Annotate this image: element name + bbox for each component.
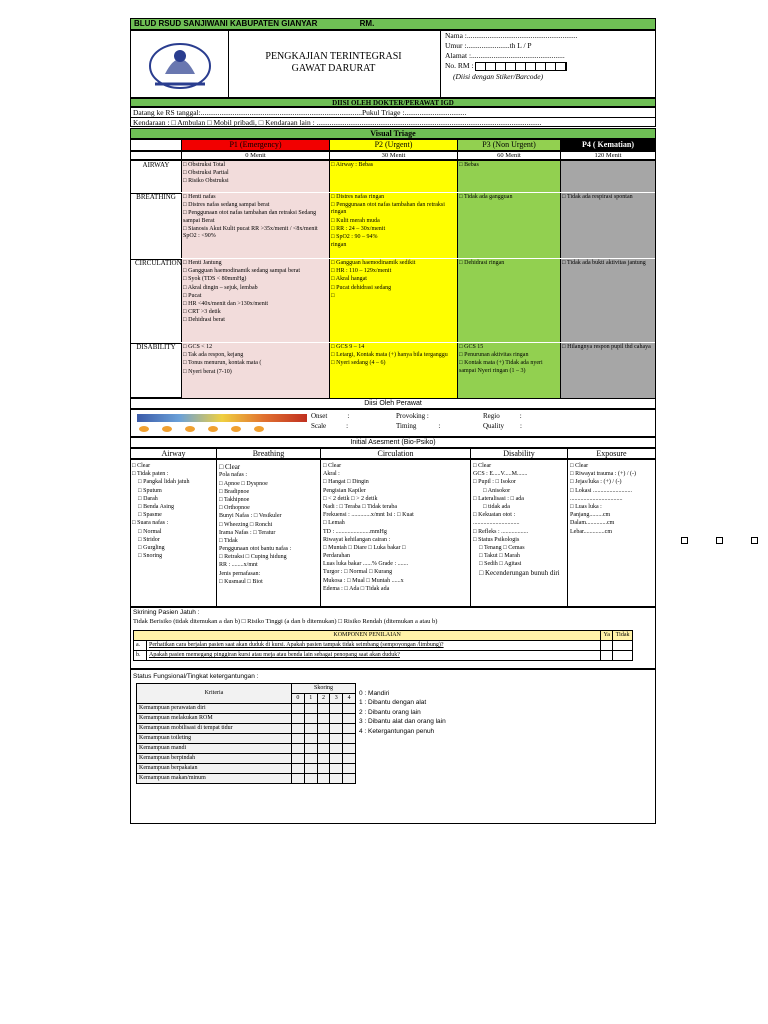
airway-p1 [182, 161, 330, 192]
nurse-section-title: Diisi Oleh Perawat [130, 398, 656, 409]
score-cell[interactable] [330, 704, 343, 714]
circulation-p1-item[interactable]: □ Akral dingin – sejuk, lembab [183, 284, 258, 291]
disability-p1-item[interactable]: □ GCS < 12 [183, 344, 213, 350]
scale-field[interactable]: Scale : [311, 422, 349, 430]
score-cell[interactable] [330, 734, 343, 744]
initial-airway-item[interactable]: □ Clear [132, 463, 151, 469]
score-cell[interactable] [317, 754, 330, 764]
initial-disability-item[interactable]: □ Anisokor [483, 487, 511, 494]
hospital-logo-icon [140, 34, 220, 94]
patient-age-field[interactable]: Umur :.......................th L / P [445, 41, 532, 51]
circulation-p1-item[interactable]: □ Dehidrasi berat [183, 317, 225, 324]
quality-label: Quality [483, 422, 504, 430]
ya-header: Ya [601, 631, 613, 641]
score-cell[interactable] [292, 714, 305, 724]
score-cell[interactable] [304, 734, 317, 744]
pain-faces [139, 426, 277, 435]
score-cell[interactable] [317, 774, 330, 784]
triage-grid [130, 160, 656, 398]
disability-p1 [182, 343, 330, 398]
skoring-header: Skoring [292, 684, 356, 694]
score-3: 3 [330, 694, 343, 704]
score-cell[interactable] [343, 724, 356, 734]
functional-header-row [137, 684, 356, 694]
initial-disability-item[interactable]: □ Kekuatan otot : [473, 512, 516, 519]
level-p1: P1 (Emergency) [182, 140, 330, 150]
initial-disability-item[interactable]: □ Takut □ Marah [479, 553, 520, 560]
score-cell[interactable] [317, 724, 330, 734]
legend-item: 3 : Dibantu alat dan orang lain [359, 718, 446, 726]
face-icon[interactable] [162, 426, 172, 432]
initial-airway-item[interactable]: □ Sputum [138, 487, 162, 494]
table-row [137, 744, 356, 754]
rm-number-boxes[interactable] [475, 62, 567, 71]
ya-checkbox[interactable] [601, 641, 613, 651]
patient-rm-field[interactable] [445, 61, 660, 71]
breathing-p2-item[interactable]: □ RR : 24 – 30x/menit [331, 225, 386, 232]
score-cell[interactable] [330, 744, 343, 754]
time-p2: 30 Menit [330, 152, 458, 159]
circulation-p1-item[interactable]: □ Syok (TDS < 80mmHg) [183, 276, 247, 283]
initial-circulation-item[interactable]: Luas luka bakar ......% Grade : ....... [323, 561, 409, 568]
score-cell[interactable] [343, 704, 356, 714]
initial-circulation-item[interactable]: Edema : □ Ada □ Tidak ada [323, 585, 390, 592]
initial-circulation-item[interactable]: Nadi : □ Teraba □ Tidak teraba [323, 503, 398, 510]
form-title [231, 51, 436, 74]
table-row [137, 724, 356, 734]
fall-risk-title: Skrining Pasien Jatuh : [133, 609, 200, 616]
initial-airway-item[interactable]: □ Gurgling [138, 544, 165, 551]
initial-assessment-title: Initial Asesment (Bio-Psiko) [130, 437, 656, 448]
legend-item: 0 : Mandiri [359, 690, 390, 697]
score-cell[interactable] [317, 734, 330, 744]
initial-exposure-item[interactable]: □ Lokasi .......................... [570, 487, 632, 494]
initial-airway-item[interactable]: □ Snoring [138, 553, 163, 560]
score-cell[interactable] [330, 764, 343, 774]
initial-disability-item[interactable]: □ tidak ada [483, 503, 510, 510]
initial-breathing-item[interactable]: □ Bradipnoe [219, 488, 250, 495]
title-line2: GAWAT DARURAT [291, 62, 376, 74]
circulation-p2-item[interactable]: □ Akral hangat [331, 276, 367, 283]
quality-field[interactable]: Quality : [483, 422, 522, 430]
circulation-p3-item[interactable]: □ Dehidrasi ringan [459, 260, 505, 266]
initial-disability-item[interactable]: □ Status Psikologis [473, 536, 520, 543]
circulation-p3 [458, 259, 561, 342]
initial-breathing-item[interactable]: □ Retraksi □ Cuping hidung [219, 554, 287, 561]
initial-circulation-item: Riwayat kehilangan cairan : [323, 536, 391, 543]
initial-exposure-item[interactable]: Dalam..............cm [570, 520, 615, 527]
disability-p3-item[interactable]: □ Kontak mata (+) Tidak ada nyeri sampai Nyeri ringan (1 – 3) [459, 360, 543, 374]
initial-exposure-item: ................................... [570, 495, 623, 502]
triage-header-blank [131, 140, 182, 150]
pain-assessment [130, 409, 656, 437]
breathing-p2-item[interactable]: □ Distres nafas ringan [331, 194, 385, 200]
score-cell[interactable] [304, 754, 317, 764]
initial-airway-item[interactable]: □ Darah [138, 495, 158, 502]
criteria-label: Kemampuan toileting [137, 734, 292, 744]
score-cell[interactable] [330, 714, 343, 724]
score-cell[interactable] [304, 704, 317, 714]
initial-breathing-item: Penggunaan otot bantu nafas : [219, 546, 292, 553]
score-legend [359, 690, 446, 737]
disability-p1-item[interactable]: □ Tak ada respon, kejang [183, 352, 244, 359]
initial-exposure-item[interactable]: Lebar..............cm [570, 528, 612, 535]
patient-info [440, 31, 660, 97]
circulation-p4-item[interactable]: □ Tidak ada bukti aktivitas jantung [562, 260, 646, 266]
fall-risk-options[interactable]: Tidak Berisiko (tidak ditemukan a dan b) □ Risiko Tinggi (a dan b ditemukan) □ Risiko Rendah (ditemukan a atau b) [133, 618, 438, 625]
score-cell[interactable] [317, 764, 330, 774]
timing-field[interactable]: Timing : [396, 422, 441, 430]
col-breathing-title: Breathing [217, 449, 321, 458]
score-cell[interactable] [343, 734, 356, 744]
level-p3: P3 (Non Urgent) [458, 140, 561, 150]
circulation-p2-item[interactable]: □ HR : 110 – 129x/menit [331, 268, 392, 275]
initial-disability-item: ............................... [473, 520, 520, 527]
score-1: 1 [304, 694, 317, 704]
timing-label: Timing [396, 422, 417, 430]
initial-circulation-list [321, 460, 471, 606]
fall-risk-section [130, 607, 656, 669]
score-cell[interactable] [304, 744, 317, 754]
circulation-p2-item[interactable]: □ [331, 292, 335, 299]
circulation-p2 [330, 259, 458, 342]
breathing-p2-item: ringan [331, 242, 347, 249]
initial-disability-item[interactable]: □ Kecenderungan bunuh diri [479, 569, 560, 578]
disability-p4 [561, 343, 655, 398]
initial-breathing-item[interactable]: Irama Nafas : □ Teratur [219, 529, 276, 536]
initial-breathing-item[interactable]: □ Apnoe □ Dyspnoe [219, 480, 268, 487]
initial-disability-list [471, 460, 568, 606]
row-label-breathing: BREATHING [131, 193, 182, 258]
hospital-name: BLUD RSUD SANJIWANI KABUPATEN GIANYAR [134, 19, 318, 28]
score-cell[interactable] [304, 724, 317, 734]
row-question: Perhatikan cara berjalan pasien saat akan duduk di kursi. Apakah pasien tampak tidak seimbang (sempoyongan /limbung)? [147, 641, 601, 651]
level-p2: P2 (Urgent) [330, 140, 458, 150]
initial-airway-item[interactable]: □ Normal [138, 528, 162, 535]
initial-circulation-item[interactable]: Mukosa : □ Mual □ Muntah ......x [323, 577, 404, 584]
initial-airway-item[interactable]: □ Tidak paten : [132, 471, 169, 478]
initial-breathing-item[interactable]: □ Clear [219, 463, 241, 471]
logo-area [131, 31, 229, 97]
score-cell[interactable] [317, 714, 330, 724]
hospital-bar [130, 18, 656, 30]
circulation-p1-item[interactable]: □ CRT >3 detik [183, 309, 221, 316]
initial-breathing-item: Pola nafas : [219, 472, 247, 479]
row-no: a. [134, 641, 147, 651]
triage-row-airway [131, 161, 655, 194]
initial-breathing-list [217, 460, 321, 606]
vehicle-field[interactable]: Kendaraan : □ Ambulan □ Mobil pribadi, □ Kendaraan lain : ........................................................................................................................ [130, 117, 656, 127]
sticker-note: (Diisi dengan Stiker/Barcode) [453, 71, 544, 81]
checkbox[interactable] [716, 537, 723, 544]
breathing-p1-item[interactable]: □ Henti nafas [183, 194, 216, 200]
airway-p2 [330, 161, 458, 192]
score-0: 0 [292, 694, 305, 704]
initial-breathing-item[interactable]: □ Tidak [219, 537, 238, 544]
ya-checkbox[interactable] [601, 651, 613, 661]
initial-exposure-list [568, 460, 655, 606]
score-cell[interactable] [343, 744, 356, 754]
patient-address-field[interactable]: Alamat :.................................................. [445, 51, 565, 61]
score-cell[interactable] [330, 724, 343, 734]
initial-airway-item[interactable]: □ Suara nafas : [132, 520, 169, 527]
initial-disability-item[interactable]: □ Sedih □ Agitasi [479, 561, 522, 568]
score-cell[interactable] [317, 744, 330, 754]
initial-circulation-item: Akral : [323, 471, 340, 478]
level-p4: P4 ( Kematian) [561, 140, 655, 150]
functional-section [130, 669, 656, 824]
visual-triage-title: Visual Triage [130, 128, 656, 139]
breathing-p3 [458, 193, 561, 258]
initial-circulation-item[interactable]: □ Clear [323, 463, 342, 469]
breathing-p2 [330, 193, 458, 258]
legend-item: 2 : Dibantu orang lain [359, 708, 421, 716]
row-label-disability: DISABILITY [131, 343, 182, 398]
arrival-date-field[interactable]: Datang ke RS tanggal:......................................................................................Pukul Triage :................................. [130, 107, 656, 117]
score-cell[interactable] [304, 764, 317, 774]
criteria-label: Kemampuan makan/minum [137, 774, 292, 784]
circulation-p1-item[interactable]: □ Gangguan haemodinamik sedang sampai berat [183, 268, 301, 275]
disability-p2 [330, 343, 458, 398]
doctor-section-bar: DIISI OLEH DOKTER/PERAWAT IGD [130, 98, 656, 107]
criteria-label: Kemampuan berpindah [137, 754, 292, 764]
airway-p2-item[interactable]: □ Airway : Bebas [331, 162, 374, 168]
disability-p3-item[interactable]: □ GCS 15 [459, 344, 484, 350]
airway-p3-item[interactable]: □ Bebas [459, 162, 479, 168]
score-2: 2 [317, 694, 330, 704]
table-row [137, 734, 356, 744]
header-box [130, 30, 656, 98]
breathing-p2-item[interactable]: □ Penggunaan otot nafas tambahan dan retraksi ringan [331, 202, 445, 216]
triage-row-circulation [131, 259, 655, 344]
initial-breathing-item: Jenis pernafasan: [219, 570, 261, 577]
initial-disability-item[interactable]: □ Pupil : □ Isokor [473, 479, 516, 486]
onset-field[interactable]: Onset : [311, 412, 350, 420]
score-cell[interactable] [304, 774, 317, 784]
functional-table [136, 683, 356, 784]
airway-p1-item[interactable]: □ Obstruksi Partial [183, 170, 229, 177]
legend-item: 4 : Ketergantungan penuh [359, 727, 435, 735]
col-disability-title: Disability [471, 449, 568, 458]
initial-circulation-item[interactable]: □ Lemah [323, 520, 345, 527]
disability-p1-item[interactable]: □ Tonus menurun, kontak mata ( [183, 360, 262, 367]
row-label-airway: AIRWAY [131, 161, 182, 192]
rm-number-label: No. RM : [445, 61, 474, 71]
initial-airway-item[interactable]: □ Spasme [138, 512, 162, 519]
initial-breathing-item[interactable]: □ Wheezing □ Ronchi [219, 521, 273, 528]
score-cell[interactable] [292, 754, 305, 764]
initial-airway-item[interactable]: □ Pangkal lidah jatuh [138, 479, 190, 486]
tidak-checkbox[interactable] [613, 651, 633, 661]
provoking-field[interactable]: Provoking : [396, 412, 429, 420]
face-icon[interactable] [208, 426, 218, 432]
breathing-p1-item[interactable]: □ Distres nafas sedang sampai berat [183, 202, 270, 209]
initial-circulation-item: Pengisian Kapiler [323, 487, 366, 494]
legend-item: 1 : Dibantu dengan alat [359, 699, 427, 707]
airway-p1-item[interactable]: □ Risiko Obstruksi [183, 178, 229, 185]
row-no: b. [134, 651, 147, 661]
col-airway-title: Airway [131, 449, 217, 458]
initial-circulation-item[interactable]: □ < 2 detik □ > 2 detik [323, 495, 378, 502]
table-row [134, 651, 633, 661]
face-icon[interactable] [139, 426, 149, 432]
time-p4: 120 Menit [594, 152, 622, 159]
criteria-label: Kemampuan melakukan ROM [137, 714, 292, 724]
disability-p4-item[interactable]: □ Hilangnya respon pupil thd cahaya [562, 344, 651, 350]
face-icon[interactable] [185, 426, 195, 432]
regio-label: Regio [483, 412, 500, 420]
col-exposure-title: Exposure [596, 449, 627, 458]
score-cell[interactable] [343, 774, 356, 784]
disability-p2-item[interactable]: □ GCS 9 – 14 [331, 344, 365, 350]
col-circulation-title: Circulation [321, 449, 471, 458]
scale-label: Scale [311, 422, 327, 430]
face-icon[interactable] [231, 426, 241, 432]
initial-breathing-item[interactable]: RR : ........x/mnt [219, 562, 258, 569]
score-cell[interactable] [292, 744, 305, 754]
table-row [137, 774, 356, 784]
disability-p1-item[interactable]: □ Nyeri berat (7-10) [183, 368, 232, 375]
initial-disability-item[interactable]: □ Refleks : .................. [473, 528, 529, 535]
tidak-header: Tidak [613, 631, 633, 641]
fall-risk-table [133, 630, 633, 661]
triage-level-header [130, 139, 656, 151]
initial-breathing-item[interactable]: □ Orthopnoe [219, 505, 250, 512]
initial-airway-item[interactable]: □ Benda Asing [138, 503, 174, 510]
score-4: 4 [343, 694, 356, 704]
score-cell[interactable] [330, 774, 343, 784]
pain-scale-bar [137, 414, 307, 422]
score-cell[interactable] [330, 754, 343, 764]
airway-p1-item[interactable]: □ Obstruksi Total [183, 162, 226, 168]
initial-breathing-item[interactable]: □ Takhipnoe [219, 496, 250, 503]
airway-p4 [561, 161, 655, 192]
title-line1: PENGKAJIAN TERINTEGRASI [265, 51, 402, 62]
table-row [137, 764, 356, 774]
initial-circulation-item[interactable]: Turgor : □ Normal □ Kurang [323, 569, 393, 576]
functional-title: Status Fungsional/Tingkat ketergantungan : [133, 673, 259, 680]
criteria-label: Kemampuan perawatan diri [137, 704, 292, 714]
komponen-header: KOMPONEN PENILAIAN [134, 631, 601, 641]
table-row [137, 704, 356, 714]
initial-disability-item[interactable]: □ Lateralisasi : □ ada [473, 495, 524, 502]
criteria-label: Kemampuan mobilisasi di tempat tidur [137, 724, 292, 734]
onset-label: Onset [311, 412, 328, 420]
breathing-p1 [182, 193, 330, 258]
regio-field[interactable]: Regio : [483, 412, 522, 420]
patient-name-field[interactable]: Nama :........................................................... [445, 31, 578, 40]
time-blank [131, 152, 182, 159]
fall-risk-header-row [134, 631, 633, 641]
triage-row-disability [131, 343, 655, 398]
breathing-p2-item[interactable]: □ Kulit merah muda [331, 217, 380, 224]
initial-airway-list [131, 460, 217, 606]
checkbox[interactable] [751, 537, 758, 544]
tidak-checkbox[interactable] [613, 641, 633, 651]
circulation-p1-item[interactable]: □ Henti Jantung [183, 260, 222, 266]
disability-p3-item[interactable]: □ Penurunan aktivitas ringan [459, 352, 529, 359]
triage-row-breathing [131, 193, 655, 260]
initial-exposure-item[interactable]: □ Riwayat trauma : (+) / (-) [570, 471, 636, 478]
score-cell[interactable] [343, 764, 356, 774]
initial-breathing-item[interactable]: Bunyi Nafas : □ Vesikuler [219, 513, 282, 520]
stray-checkboxes [681, 531, 758, 549]
initial-disability-item[interactable]: GCS : E.....V.....M....... [473, 471, 528, 478]
score-cell[interactable] [292, 724, 305, 734]
triage-time-row [130, 151, 656, 160]
score-cell[interactable] [292, 704, 305, 714]
initial-exposure-item[interactable]: Panjang.........cm [570, 512, 611, 519]
score-cell[interactable] [317, 704, 330, 714]
circulation-p4 [561, 259, 655, 342]
disability-p3 [458, 343, 561, 398]
breathing-p1-item[interactable]: □ Penggunaan otot nafas tambahan dan retraksi Sedang sampai Berat [183, 210, 317, 224]
initial-circulation-item[interactable]: Frekuensi : .............x/mnt Isi : □ Kuat [323, 512, 414, 519]
time-p1: 0 Menit [182, 152, 330, 159]
initial-circulation-item: Perdarahan [323, 553, 350, 560]
disability-p2-item[interactable]: □ Nyeri sedang (4 – 6) [331, 360, 386, 367]
score-cell[interactable] [292, 764, 305, 774]
initial-exposure-item[interactable]: □ Jejas/luka : (+) / (-) [570, 479, 622, 486]
criteria-label: Kemampuan mandi [137, 744, 292, 754]
initial-airway-item[interactable]: □ Stridor [138, 536, 160, 543]
checkbox[interactable] [681, 537, 688, 544]
initial-exposure-item[interactable]: □ Luas luka : [570, 503, 602, 510]
initial-disability-item[interactable]: □ Clear [473, 463, 492, 469]
score-cell[interactable] [292, 734, 305, 744]
rm-label: RM. [359, 19, 375, 28]
initial-body [130, 459, 656, 607]
circulation-p1-item[interactable]: □ HR <40x/menit dan >130x/menit [183, 300, 269, 307]
breathing-p2-item[interactable]: □ SpO2 : 90 – 94% [331, 233, 378, 240]
table-row [137, 714, 356, 724]
breathing-p4 [561, 193, 655, 258]
score-cell[interactable] [343, 754, 356, 764]
initial-breathing-item[interactable]: □ Kusmaul □ Biot [219, 578, 263, 585]
initial-circulation-item[interactable]: □ Muntah □ Diare □ Luka bakar □ [323, 544, 406, 551]
circulation-p2-item[interactable]: □ Gangguan haemodinamik sedikit [331, 260, 416, 266]
kriteria-header: Kriteria [137, 684, 292, 704]
breathing-p4-item[interactable]: □ Tidak ada respirasi spontan [562, 194, 633, 200]
breathing-p1-item[interactable]: □ Sianosis Akut Kulit pucat RR >35x/menit / <8x/menit SpO2 : <90% [183, 225, 318, 239]
table-row [134, 641, 633, 651]
initial-exposure-item[interactable]: □ Clear [570, 463, 589, 469]
time-p3: 60 Menit [458, 152, 561, 159]
score-cell[interactable] [292, 774, 305, 784]
table-row [137, 754, 356, 764]
initial-circulation-item[interactable]: □ Hangat □ Dingin [323, 479, 369, 486]
row-label-circulation: CIRCULATION [131, 259, 182, 342]
circulation-p1 [182, 259, 330, 342]
criteria-label: Kemampuan berpakaian [137, 764, 292, 774]
score-cell[interactable] [304, 714, 317, 724]
circulation-p2-item[interactable]: □ Pucat dehidrasi sedang [331, 284, 392, 291]
row-question: Apakah pasien memegang pinggiran kursi atau meja atau benda lain sebagai penopang saat akan duduk? [147, 651, 601, 661]
disability-p2-item[interactable]: □ Letargi, Kontak mata (+) hanya bila terganggu [331, 352, 448, 359]
score-cell[interactable] [343, 714, 356, 724]
initial-disability-item[interactable]: □ Tenang □ Cemas [479, 544, 525, 551]
initial-circulation-item[interactable]: TD : .......................mmHg [323, 528, 387, 535]
airway-p3 [458, 161, 561, 192]
initial-headers [130, 448, 656, 459]
breathing-p3-item[interactable]: □ Tidak ada gangguan [459, 194, 513, 200]
circulation-p1-item[interactable]: □ Pucat [183, 292, 202, 299]
face-icon[interactable] [254, 426, 264, 432]
